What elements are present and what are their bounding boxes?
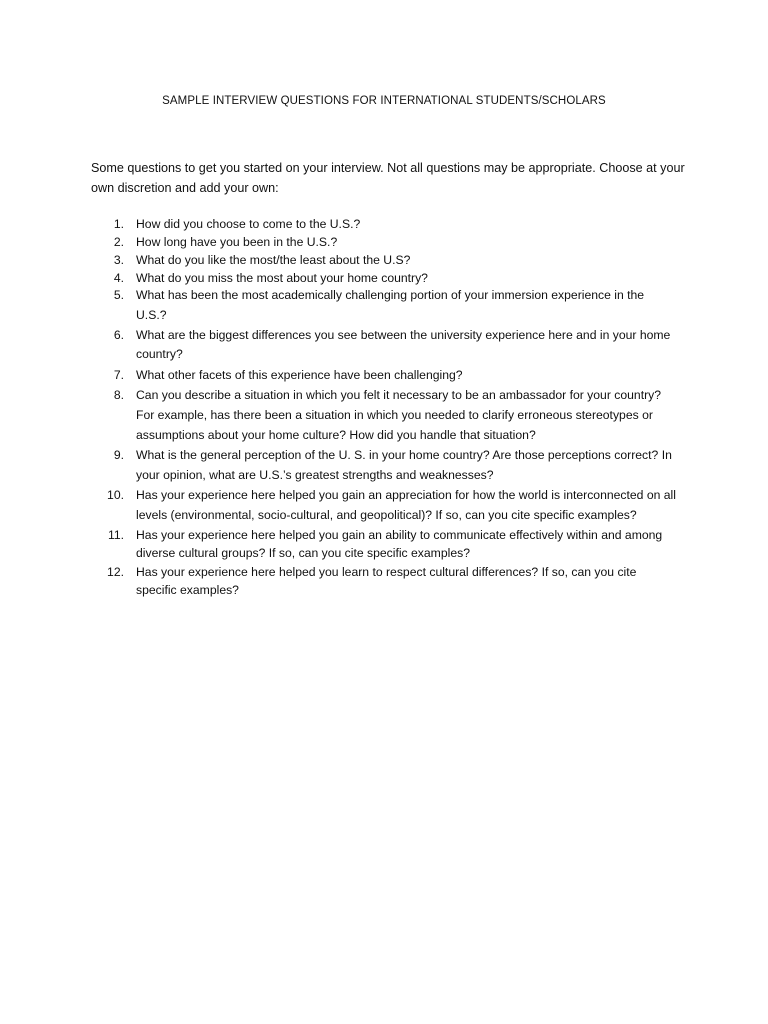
question-item bbox=[0, 215, 768, 233]
question-text: Has your experience here helped you gain an appreciation for how the world is interconnected on all levels (environmental, socio-cultural, and geopolitical)? If so, can you cite specific examples? bbox=[136, 488, 676, 522]
question-number: 7. bbox=[113, 368, 124, 382]
question-number: 3. bbox=[113, 253, 124, 267]
question-item bbox=[0, 233, 768, 251]
question-item bbox=[0, 563, 768, 599]
question-text: Has your experience here helped you learn to respect cultural differences? If so, can you cite specific examples? bbox=[136, 565, 637, 597]
question-text: What has been the most academically challenging portion of your immersion experience in the U.S.? bbox=[136, 288, 645, 322]
question-text: How long have you been in the U.S.? bbox=[136, 235, 338, 249]
intro-paragraph: Some questions to get you started on your interview. Not all questions may be appropriate. Choose at your own discretion and add your own: bbox=[91, 161, 685, 195]
question-number: 10. bbox=[107, 488, 124, 502]
question-item bbox=[0, 485, 768, 525]
question-text: How did you choose to come to the U.S.? bbox=[136, 217, 361, 231]
question-item bbox=[0, 526, 768, 562]
question-item bbox=[0, 385, 768, 445]
question-number: 9. bbox=[113, 448, 124, 462]
question-text: What do you like the most/the least about the U.S? bbox=[136, 253, 411, 267]
question-item bbox=[0, 365, 768, 385]
question-number: 12. bbox=[107, 565, 124, 579]
question-item bbox=[0, 285, 768, 325]
document-title: SAMPLE INTERVIEW QUESTIONS FOR INTERNATIONAL STUDENTS/SCHOLARS bbox=[162, 95, 606, 107]
question-text: What other facets of this experience have been challenging? bbox=[136, 368, 463, 382]
question-number: 4. bbox=[113, 271, 124, 285]
question-item bbox=[0, 251, 768, 269]
question-text: Has your experience here helped you gain an ability to communicate effectively within and among diverse cultural groups? If so, can you cite specific examples? bbox=[136, 528, 663, 560]
question-number: 1. bbox=[113, 217, 124, 231]
question-number: 2. bbox=[113, 235, 124, 249]
question-text: What are the biggest differences you see between the university experience here and in your home country? bbox=[136, 328, 671, 361]
question-item bbox=[0, 326, 768, 364]
question-number: 11. bbox=[107, 528, 124, 542]
question-text: What is the general perception of the U. S. in your home country? Are those perceptions correct? In your opinion, what are U.S.’s greatest strengths and weaknesses? bbox=[136, 448, 672, 482]
question-text: Can you describe a situation in which you felt it necessary to be an ambassador for your country? For example, has there been a situation in which you needed to clarify erroneous stereotypes or assumptions about your home culture? How did you handle that situation? bbox=[136, 388, 662, 442]
question-item bbox=[0, 445, 768, 485]
question-number: 5. bbox=[113, 288, 124, 302]
question-text: What do you miss the most about your home country? bbox=[136, 271, 428, 285]
question-number: 8. bbox=[113, 388, 124, 402]
question-number: 6. bbox=[113, 328, 124, 342]
question-list bbox=[0, 215, 768, 599]
